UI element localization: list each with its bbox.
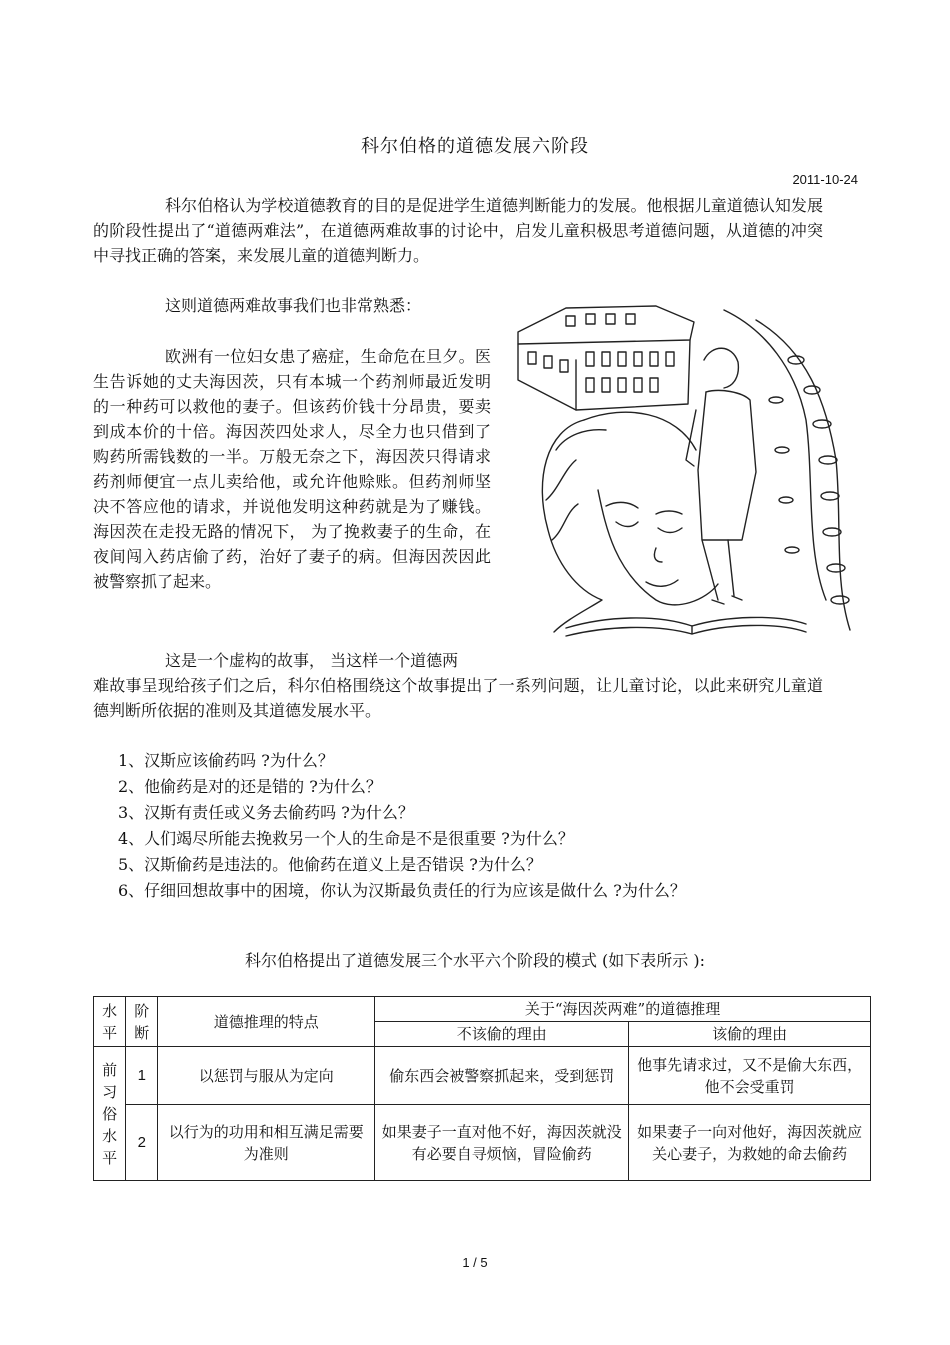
stages-table [93,996,871,1181]
for-cell: 他事先请求过，又不是偷大东西，他不会受重罚 [629,1047,871,1105]
level-cell: 前习俗水平 [94,1047,126,1181]
header-feature: 道德推理的特点 [158,997,375,1047]
against-cell: 如果妻子一直对他不好，海因茨就没有必要自寻烦恼，冒险偷药 [375,1105,629,1181]
header-for: 该偷的理由 [629,1022,871,1047]
page-title: 科尔伯格的道德发展六阶段 [361,136,589,157]
header-level: 水平 [94,997,126,1047]
header-stage: 阶断 [126,997,158,1047]
after-story-paragraph [93,648,823,723]
feature-cell: 以惩罚与服从为定向 [158,1047,375,1105]
question-item: 1、汉斯应该偷药吗 ?为什么？ [118,751,334,770]
question-item: 5、汉斯偷药是违法的。他偷药在道义上是否错误 ?为什么？ [118,855,542,874]
header-about: 关于“海因茨两难”的道德推理 [375,997,871,1022]
feature-cell: 以行为的功用和相互满足需要为准则 [158,1105,375,1181]
date-label: 2011-10-24 [792,172,858,187]
stage-cell: 2 [126,1105,158,1181]
table-row [94,1047,871,1105]
illustration-woman-house [506,300,854,645]
question-item: 6、仔细回想故事中的困境，你认为汉斯最负责任的行为应该是做什么 ?为什么？ [118,881,686,900]
stage-cell: 1 [126,1047,158,1105]
story-paragraph: 欧洲有一位妇女患了癌症，生命危在旦夕。医生告诉她的丈夫海因茨，只有本城一个药剂师最近发明的一种药可以救他的妻子。但该药价钱十分昂贵，要卖到成本价的十倍。海因茨四处求人，尽全力也只借到了购药所需钱数的一半。万般无奈之下，海因茨只得请求药剂师便宜一点儿卖给他，或允许他赊账。但药剂师坚决不答应他的请求，并说他发明这种药就是为了赚钱。海因茨在走投无路的情况下， 为了挽救妻子的生命，在夜间闯入药店偷了药，治好了妻子的病。但海因茨因此被警察抓了起来。 [93,347,491,591]
against-cell: 偷东西会被警察抓起来，受到惩罚 [375,1047,629,1105]
after-story-rest: 难故事呈现给孩子们之后，科尔伯格围绕这个故事提出了一系列问题，让儿童讨论，以此来研究儿童道德判断所依据的准则及其道德发展水平。 [93,676,823,720]
question-list [118,748,838,904]
question-item: 3、汉斯有责任或义务去偷药吗 ?为什么？ [118,803,414,822]
header-against: 不该偷的理由 [375,1022,629,1047]
table-header-row [94,997,871,1022]
story-lead: 这则道德两难故事我们也非常熟悉： [165,296,422,315]
for-cell: 如果妻子一向对他好，海因茨就应关心妻子，为救她的命去偷药 [629,1105,871,1181]
intro-paragraph: 科尔伯格认为学校道德教育的目的是促进学生道德判断能力的发展。他根据儿童道德认知发展的阶段性提出了“道德两难法”，在道德两难故事的讨论中，启发儿童积极思考道德问题，从道德的冲突中寻找正确的答案，来发展儿童的道德判断力。 [93,196,823,265]
model-intro: 科尔伯格提出了道德发展三个水平六个阶段的模式 (如下表所示 ): [244,951,706,970]
page-number: 1 / 5 [462,1255,488,1270]
question-item: 4、人们竭尽所能去挽救另一个人的生命是不是很重要 ?为什么？ [118,829,574,848]
after-story-first-line: 这是一个虚构的故事， 当这样一个道德两 [165,651,459,670]
table-row [94,1105,871,1181]
question-item: 2、他偷药是对的还是错的 ?为什么？ [118,777,382,796]
